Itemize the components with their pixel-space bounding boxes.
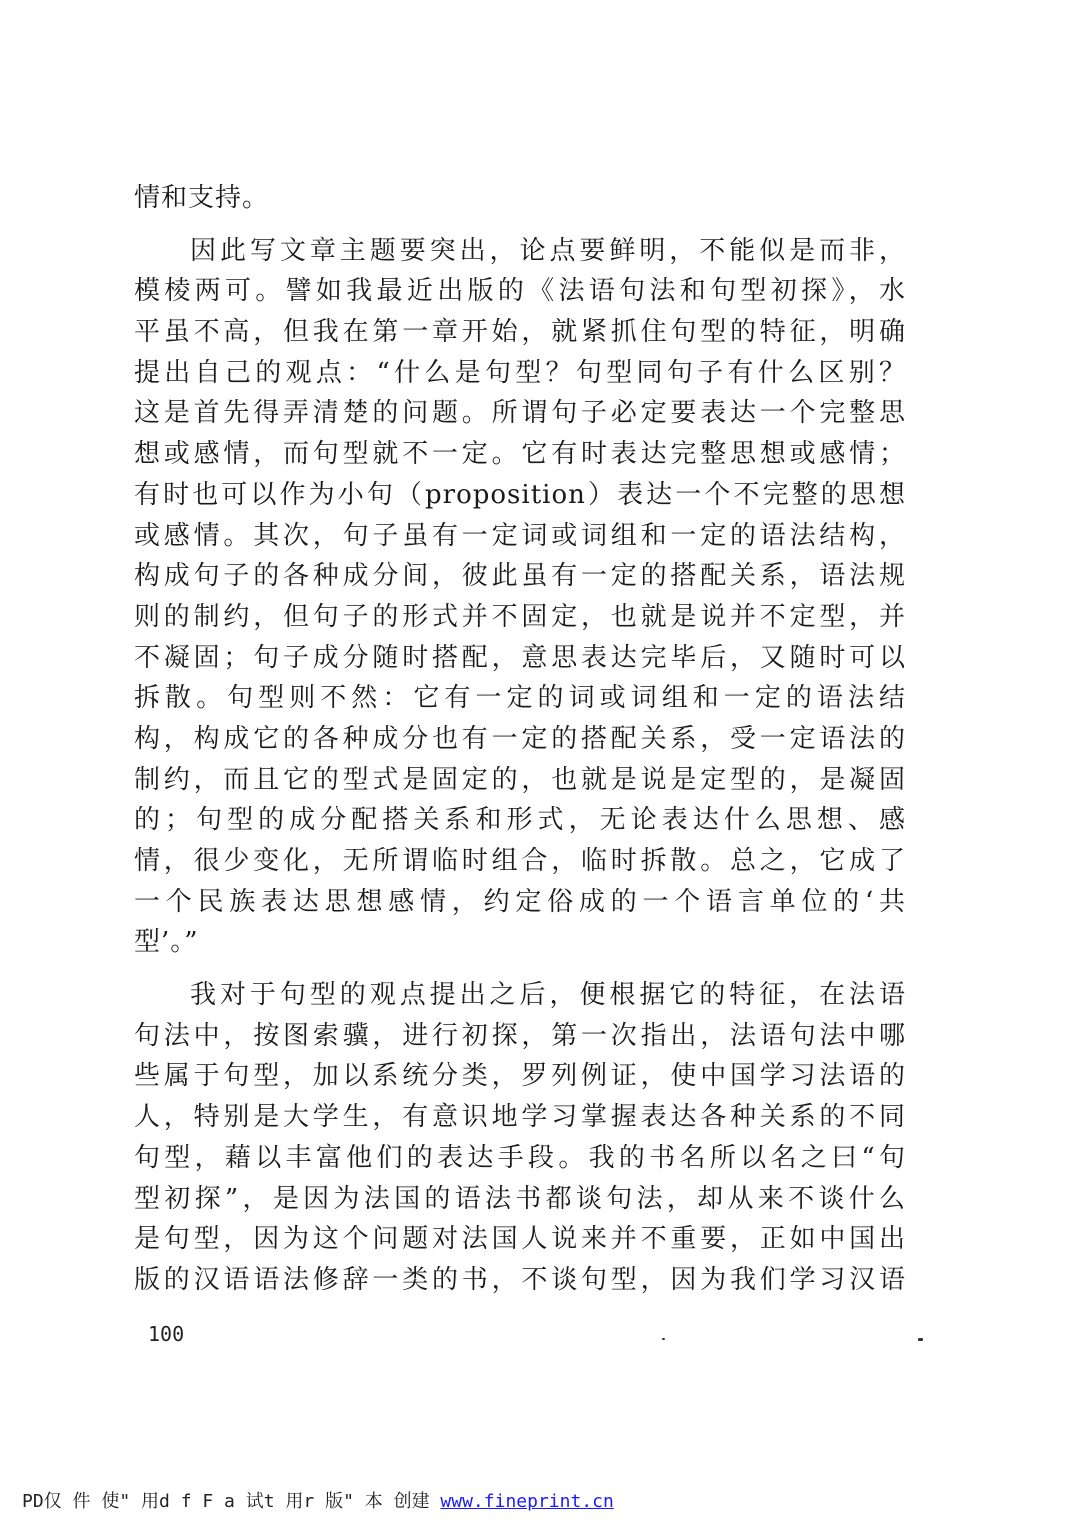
text-line: 模棱两可。譬如我最近出版的《法语句法和句型初探》，水	[134, 276, 906, 307]
text-line: 一个民族表达思想感情，约定俗成的一个语言单位的‘共	[134, 886, 906, 917]
text-line: 构，构成它的各种成分也有一定的搭配关系，受一定语法的	[134, 723, 906, 754]
text-line: 是句型，因为这个问题对法国人说来并不重要，正如中国出	[134, 1224, 906, 1255]
text-line: 有时也可以作为小句（proposition）表达一个不完整的思想	[134, 479, 906, 510]
text-line: 句型，藉以丰富他们的表达手段。我的书名所以名之曰“句	[134, 1142, 906, 1173]
text-line: 平虽不高，但我在第一章开始，就紧抓住句型的特征，明确	[134, 317, 906, 348]
watermark-link[interactable]: www.fineprint.cn	[440, 1491, 614, 1512]
text-line: 拆散。句型则不然：它有一定的词或词组和一定的语法结	[134, 683, 906, 714]
page-number: 100	[148, 1322, 185, 1346]
text-line: 提出自己的观点：“什么是句型？句型同句子有什么区别？	[134, 357, 906, 388]
text-line: 制约，而且它的型式是固定的，也就是说是定型的，是凝固	[134, 764, 906, 795]
text-line: 不凝固；句子成分随时搭配，意思表达完毕后，又随时可以	[134, 642, 906, 673]
text-line: 句法中，按图索骥，进行初探，第一次指出，法语句法中哪	[134, 1020, 906, 1051]
text-line: 版的汉语语法修辞一类的书，不谈句型，因为我们学习汉语	[134, 1264, 906, 1295]
text-line: 情和支持。	[134, 183, 270, 213]
text-line: 这是首先得弄清楚的问题。所谓句子必定要表达一个完整思	[134, 398, 906, 429]
scan-speck	[662, 1338, 665, 1340]
text-line: 我对于句型的观点提出之后，便根据它的特征，在法语	[190, 980, 906, 1011]
text-line: 的；句型的成分配搭关系和形式，无论表达什么思想、感	[134, 805, 906, 836]
text-line: 人，特别是大学生，有意识地学习掌握表达各种关系的不同	[134, 1102, 906, 1133]
text-line: 则的制约，但句子的形式并不固定，也就是说并不定型，并	[134, 601, 906, 632]
text-line: 型’。”	[134, 927, 199, 958]
text-line: 因此写文章主题要突出，论点要鲜明，不能似是而非，	[190, 235, 906, 266]
text-line: 情，很少变化，无所谓临时组合，临时拆散。总之，它成了	[134, 846, 906, 876]
scan-speck	[918, 1338, 923, 1341]
text-line: 想或感情，而句型就不一定。它有时表达完整思想或感情；	[134, 439, 906, 470]
watermark-text: PD仅 件 使" 用d f F a 试t 用r 版" 本 创建	[22, 1491, 430, 1512]
text-line: 些属于句型，加以系统分类，罗列例证，使中国学习法语的	[134, 1061, 906, 1092]
watermark-footer	[22, 1487, 614, 1513]
text-line: 或感情。其次，句子虽有一定词或词组和一定的语法结构，	[134, 520, 906, 551]
body-text	[134, 178, 906, 1301]
text-line: 构成句子的各种成分间，彼此虽有一定的搭配关系，语法规	[134, 561, 906, 592]
text-line: 型初探”，是因为法国的语法书都谈句法，却从来不谈什么	[134, 1183, 906, 1214]
